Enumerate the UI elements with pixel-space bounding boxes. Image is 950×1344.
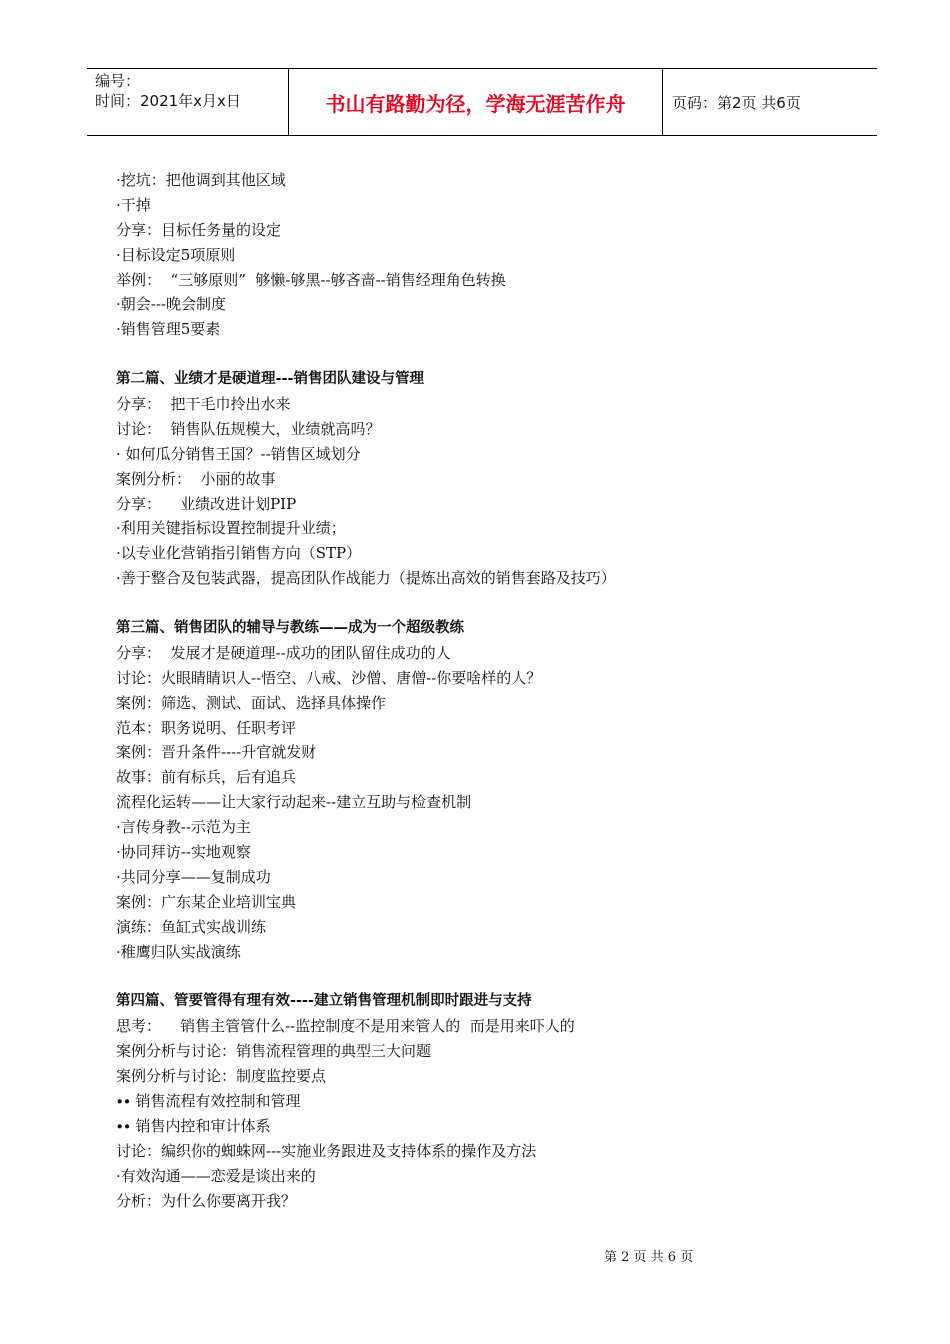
body-line: ∙∙ 销售流程有效控制和管理 [116,1091,301,1110]
body-line: ·善于整合及包装武器，提高团队作战能力（提炼出高效的销售套路及技巧） [116,569,616,588]
body-line: 讨论：火眼睛睛识人--悟空、八戒、沙僧、唐僧--你要啥样的人？ [116,668,542,687]
body-line: 案例：筛选、测试、面试、选择具体操作 [116,693,387,712]
body-line: 案例分析与讨论：销售流程管理的典型三大问题 [116,1042,432,1061]
body-line: 流程化运转——让大家行动起来--建立互助与检查机制 [116,793,472,812]
body-line: 演练：鱼缸式实战训练 [116,917,267,936]
doc-number-label: 编号： [95,72,141,90]
body-line: ·言传身教--示范为主 [116,818,251,837]
page-footer: 第 2 页 共 6 页 [604,1250,694,1265]
body-line: ·挖坑：把他调到其他区域 [116,171,286,189]
body-line: 思考： 销售主管管什么--监控制度不是用来管人的 而是用来吓人的 [116,1017,575,1036]
body-line: 分享： 业绩改进计划PIP [116,494,297,513]
body-line: 分析：为什么你要离开我？ [116,1191,297,1210]
page-header [87,68,877,136]
body-line: 讨论：编织你的蜘蛛网---实施业务跟进及支持体系的操作及方法 [116,1141,537,1160]
body-line: ·干掉 [116,195,151,214]
blank-line [116,965,876,990]
body-line: ·共同分享——复制成功 [116,867,271,886]
blank-line [116,342,876,367]
body-line: ·利用关键指标设置控制提升业绩； [116,519,346,538]
section-heading: 第四篇、管要管得有理有效----建立销售管理机制即时跟进与支持 [116,993,532,1010]
body-line: 范本：职务说明、任职考评 [116,718,297,737]
body-line: 案例分析： 小丽的故事 [116,469,276,488]
body-line: 故事：前有标兵，后有追兵 [116,768,297,787]
body-line: 分享：目标任务量的设定 [116,220,282,239]
header-page-label: 页码：第2页 共6页 [672,93,801,112]
body-line: ·协同拜访--实地观察 [116,843,251,862]
header-motto: 书山有路勤为径，学海无涯苦作舟 [288,69,663,135]
body-line: 案例分析与讨论：制度监控要点 [116,1067,327,1086]
blank-line [116,591,876,616]
body-line: ·以专业化营销指引销售方向（STP） [116,544,362,563]
body-line: ·朝会---晚会制度 [116,295,226,314]
section-heading: 第二篇、业绩才是硬道理---销售团队建设与管理 [116,371,425,388]
body-line: 案例：晋升条件----升官就发财 [116,743,317,762]
document-body [116,168,876,1213]
body-line: 举例： “三够原则” 够懒-够黑--够吝啬--销售经理角色转换 [116,270,506,289]
body-line: ·销售管理5要素 [116,320,221,339]
section-heading: 第三篇、销售团队的辅导与教练——成为一个超级教练 [116,620,464,637]
body-line: 分享： 把干毛巾拎出水来 [116,395,291,414]
body-line: 讨论： 销售队伍规模大，业绩就高吗？ [116,419,381,438]
body-line: ·稚鹰归队实战演练 [116,942,241,961]
body-line: ·目标设定5项原则 [116,245,236,264]
header-meta [87,69,288,135]
body-line: ·有效沟通——恋爱是谈出来的 [116,1166,316,1185]
body-line: 分享： 发展才是硬道理--成功的团队留住成功的人 [116,643,451,662]
body-line: · 如何瓜分销售王国？--销售区域划分 [116,444,361,463]
doc-time-label: 时间：2021年x月x日 [95,92,241,110]
body-line: ∙∙ 销售内控和审计体系 [116,1116,271,1135]
body-line: 案例：广东某企业培训宝典 [116,892,297,911]
